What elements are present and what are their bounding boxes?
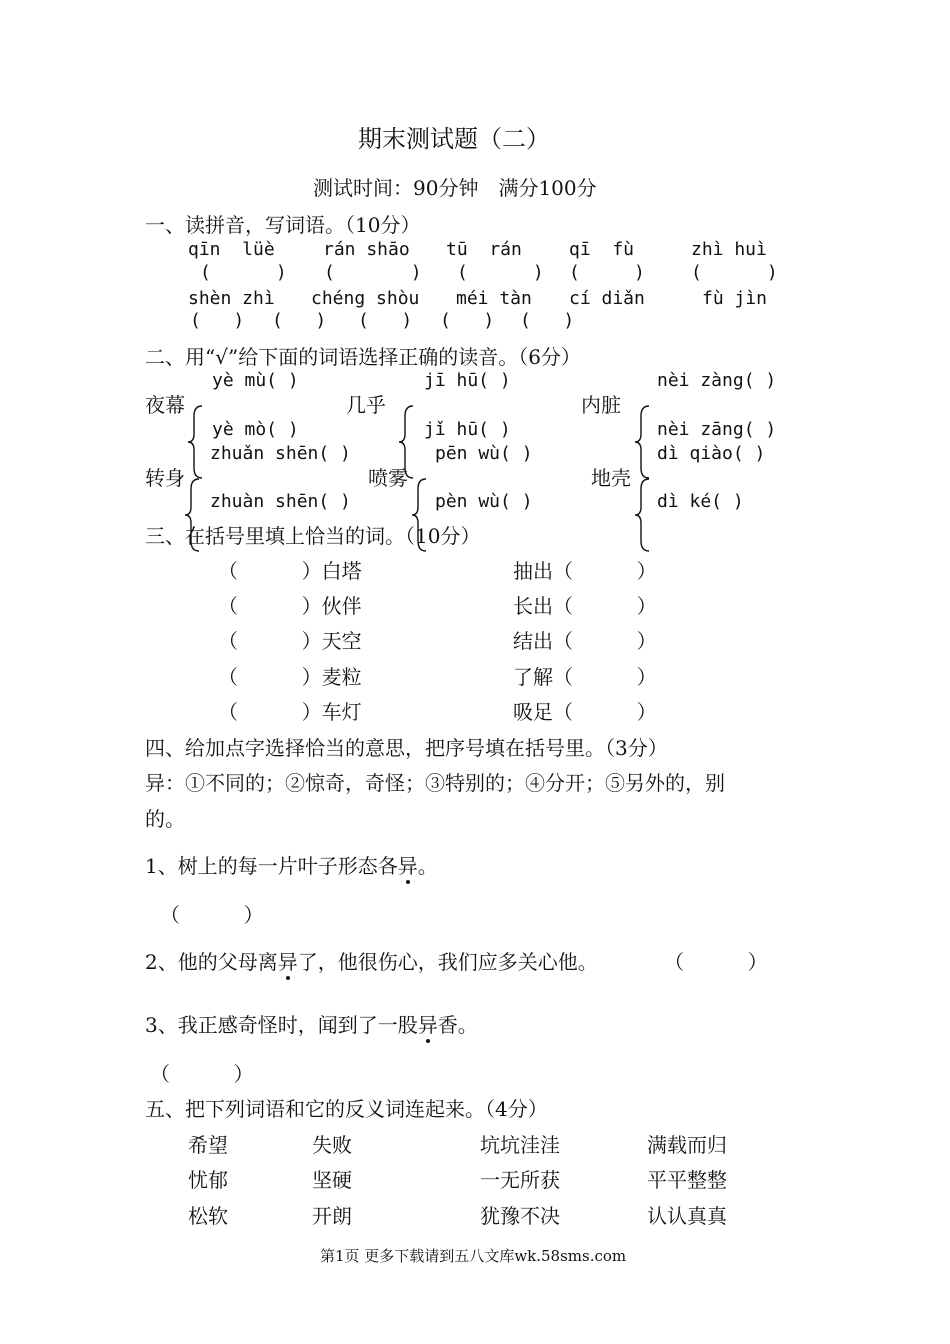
emphasized-char: 异 <box>277 950 298 974</box>
fill-item[interactable]: 吸足（ ） <box>513 700 657 724</box>
matching-word[interactable]: 坚硬 <box>312 1168 352 1192</box>
question-text: 3、我正感奇怪时，闻到了一股 <box>145 1013 418 1037</box>
question-text: 。 <box>417 854 438 878</box>
fill-item[interactable]: （ ）白塔 <box>218 559 362 583</box>
fill-item[interactable]: （ ）麦粒 <box>218 665 362 689</box>
question-text: 香。 <box>437 1013 478 1037</box>
answer-blank[interactable]: ( ) <box>324 262 422 283</box>
page-title: 期末测试题（二） <box>358 125 550 153</box>
fill-item[interactable]: （ ）伙伴 <box>218 594 362 618</box>
section-1-heading: 一、读拼音，写词语。（10分） <box>145 213 421 237</box>
reading-option[interactable]: yè mù( ) <box>212 370 299 391</box>
word-neizang: 内脏 <box>581 393 621 417</box>
answer-blank[interactable]: ( ) <box>569 262 645 283</box>
word-jihu: 几乎 <box>346 393 386 417</box>
pinyin-item: qī fù <box>569 239 635 260</box>
fill-item[interactable]: （ ）天空 <box>218 629 362 653</box>
fill-item[interactable]: （ ）车灯 <box>218 700 362 724</box>
matching-word[interactable]: 认认真真 <box>647 1204 727 1228</box>
brace-icon <box>633 404 653 480</box>
question-2 <box>145 950 598 974</box>
pinyin-item: zhì huì <box>691 239 767 260</box>
section-4-heading: 四、给加点字选择恰当的意思，把序号填在括号里。（3分） <box>145 736 668 760</box>
emphasized-char: 异 <box>417 1013 438 1037</box>
question-3 <box>145 1013 478 1037</box>
reading-option[interactable]: nèi zāng( ) <box>657 419 777 440</box>
reading-option[interactable]: dì qiào( ) <box>657 443 766 464</box>
matching-word[interactable]: 犹豫不决 <box>480 1204 560 1228</box>
reading-option[interactable]: jǐ hū( ) <box>424 419 511 440</box>
pinyin-item: fù jìn <box>702 288 768 309</box>
pinyin-item: shèn zhì <box>188 288 275 309</box>
matching-word[interactable]: 希望 <box>188 1133 228 1157</box>
brace-icon <box>397 404 417 480</box>
fill-item[interactable]: 结出（ ） <box>513 629 657 653</box>
answer-blank[interactable]: ( ) <box>358 310 413 331</box>
answer-blank[interactable]: （ ） <box>160 903 264 927</box>
matching-word[interactable]: 平平整整 <box>647 1168 727 1192</box>
emphasized-char: 异 <box>397 854 418 878</box>
answer-blank[interactable]: ( ) <box>272 310 327 331</box>
answer-blank[interactable]: （ ） <box>150 1062 254 1086</box>
section-5-heading: 五、把下列词语和它的反义词连起来。（4分） <box>145 1097 548 1121</box>
question-text: 了，他很伤心，我们应多关心他。 <box>297 950 598 974</box>
reading-option[interactable]: jī hū( ) <box>424 370 511 391</box>
answer-blank[interactable]: ( ) <box>440 310 495 331</box>
brace-icon <box>186 404 206 480</box>
answer-blank[interactable]: ( ) <box>200 262 287 283</box>
reading-option[interactable]: zhuǎn shēn( ) <box>210 443 351 464</box>
pinyin-item: cí diǎn <box>569 288 645 309</box>
reading-option[interactable]: pèn wù( ) <box>435 491 533 512</box>
answer-blank[interactable]: ( ) <box>457 262 544 283</box>
answer-blank[interactable]: ( ) <box>691 262 778 283</box>
reading-option[interactable]: dì ké( ) <box>657 491 744 512</box>
reading-option[interactable]: nèi zàng( ) <box>657 370 777 391</box>
section-3-heading: 三、在括号里填上恰当的词。（10分） <box>145 524 481 548</box>
word-zhuanshen: 转身 <box>145 466 185 490</box>
answer-blank[interactable]: ( ) <box>520 310 575 331</box>
section-2-heading: 二、用“√”给下面的词语选择正确的读音。（6分） <box>145 345 581 369</box>
definition-line: 异：①不同的；②惊奇，奇怪；③特别的；④分开；⑤另外的，别 <box>145 771 725 795</box>
exam-info: 测试时间：90分钟 满分100分 <box>313 176 597 200</box>
matching-word[interactable]: 松软 <box>188 1204 228 1228</box>
matching-word[interactable]: 失败 <box>312 1133 352 1157</box>
reading-option[interactable]: pēn wù( ) <box>435 443 533 464</box>
question-1 <box>145 854 438 878</box>
answer-blank[interactable]: （ ） <box>664 950 768 974</box>
pinyin-item: chéng shòu <box>311 288 420 309</box>
matching-word[interactable]: 满载而归 <box>647 1133 727 1157</box>
matching-word[interactable]: 忧郁 <box>188 1168 228 1192</box>
question-text: 2、他的父母离 <box>145 950 278 974</box>
word-diqiao: 地壳 <box>591 466 631 490</box>
pinyin-item: qīn lüè <box>188 239 275 260</box>
matching-word[interactable]: 一无所获 <box>480 1168 560 1192</box>
pinyin-item: tū rán <box>446 239 522 260</box>
answer-blank[interactable]: ( ) <box>190 310 245 331</box>
fill-item[interactable]: 抽出（ ） <box>513 559 657 583</box>
pinyin-item: rán shāo <box>323 239 410 260</box>
question-text: 1、树上的每一片叶子形态各 <box>145 854 398 878</box>
brace-icon <box>633 477 653 553</box>
word-penwu: 喷雾 <box>368 466 408 490</box>
reading-option[interactable]: yè mò( ) <box>212 419 299 440</box>
fill-item[interactable]: 长出（ ） <box>513 594 657 618</box>
definition-line: 的。 <box>145 807 185 831</box>
word-yemu: 夜幕 <box>145 393 185 417</box>
reading-option[interactable]: zhuàn shēn( ) <box>210 491 351 512</box>
matching-word[interactable]: 开朗 <box>312 1204 352 1228</box>
fill-item[interactable]: 了解（ ） <box>513 665 657 689</box>
pinyin-item: méi tàn <box>456 288 532 309</box>
matching-word[interactable]: 坑坑洼洼 <box>480 1133 560 1157</box>
page-footer: 第1页 更多下载请到五八文库wk.58sms.com <box>320 1247 627 1265</box>
